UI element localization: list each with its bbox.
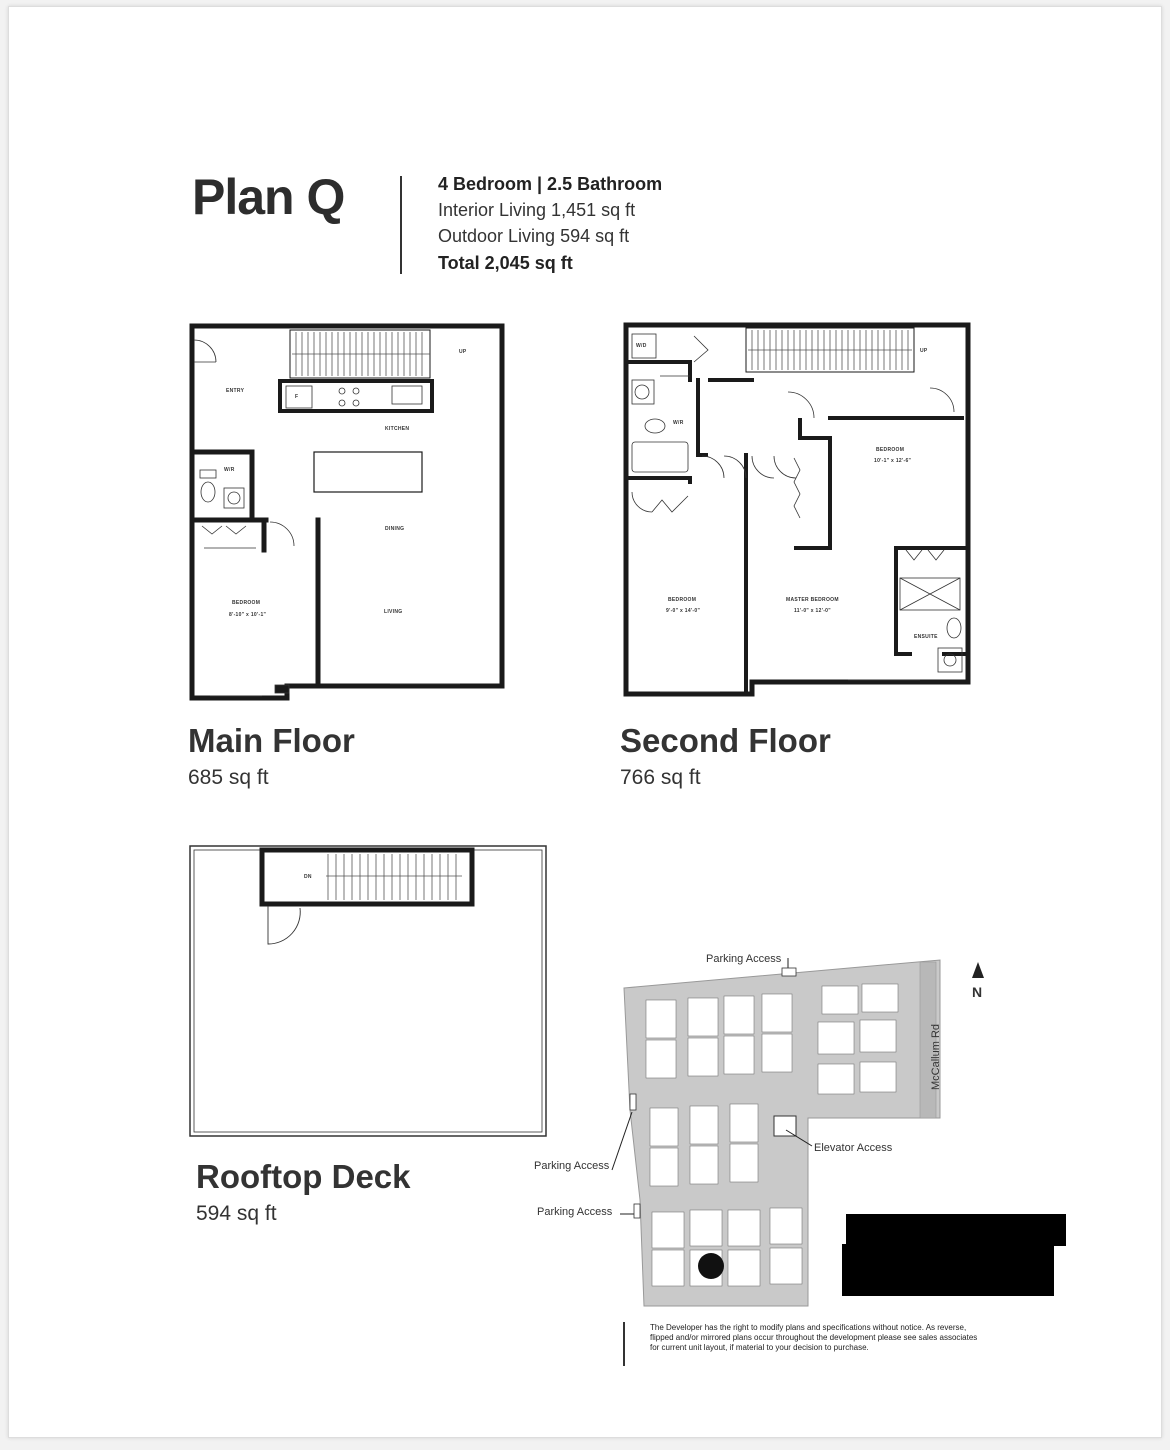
label-main-bedroom: BEDROOM: [232, 600, 261, 606]
label-up-main: UP: [459, 349, 467, 355]
label-main-wr: W/R: [224, 467, 235, 473]
label-second-wr: W/R: [673, 420, 684, 426]
label-kitchen: KITCHEN: [385, 426, 410, 432]
plan-title: Plan Q: [192, 169, 345, 225]
label-parking-access-low: Parking Access: [537, 1206, 613, 1218]
main-floor-area: 685 sq ft: [188, 766, 269, 789]
label-master-bedroom: MASTER BEDROOM: [786, 597, 839, 603]
label-parking-access-top: Parking Access: [706, 953, 782, 965]
label-dn: DN: [304, 874, 312, 880]
label-parking-access-mid: Parking Access: [534, 1160, 610, 1172]
label-road: McCallum Rd: [930, 1023, 942, 1090]
label-bedroom-w: BEDROOM: [668, 597, 697, 603]
total-area: Total 2,045 sq ft: [438, 253, 573, 273]
second-floor-area: 766 sq ft: [620, 766, 701, 789]
disclaimer-divider: [623, 1322, 625, 1366]
label-up-second: UP: [920, 348, 928, 354]
label-master-dim: 11'-0" x 12'-0": [794, 608, 831, 614]
label-entry: ENTRY: [226, 388, 245, 394]
label-main-bedroom-dim: 8'-10" x 10'-1": [229, 612, 267, 618]
label-wd: W/D: [636, 343, 647, 349]
label-bedroom-ne: BEDROOM: [876, 447, 905, 453]
label-dining: DINING: [385, 526, 405, 532]
label-bedroom-w-dim: 9'-0" x 14'-0": [666, 608, 701, 614]
outdoor-living: Outdoor Living 594 sq ft: [438, 226, 630, 246]
header-divider: [400, 176, 402, 274]
second-floor-plan: [620, 318, 975, 703]
redaction-bar-bottom: [842, 1244, 1054, 1296]
rooftop-title: Rooftop Deck: [196, 1158, 411, 1195]
label-bedroom-ne-dim: 10'-1" x 12'-6": [874, 458, 912, 464]
rooftop-area: 594 sq ft: [196, 1202, 277, 1225]
main-floor-plan: [185, 318, 510, 708]
north-indicator: N: [972, 984, 983, 1000]
beds-baths: 4 Bedroom | 2.5 Bathroom: [438, 174, 663, 194]
disclaimer-text: The Developer has the right to modify plans and specifications without notice. As reverse, flipped and/or mirrored plans occur throughout the development please see sales associates for current unit layout, if material to your decision to purchase.: [650, 1323, 978, 1352]
redaction-bar-top: [846, 1214, 1066, 1246]
interior-living: Interior Living 1,451 sq ft: [438, 200, 636, 220]
main-floor-title: Main Floor: [188, 722, 355, 759]
label-fridge: F: [295, 394, 299, 400]
label-ensuite: ENSUITE: [914, 634, 938, 640]
label-living: LIVING: [384, 609, 403, 615]
rooftop-deck-plan: [185, 840, 550, 1142]
label-elevator-access: Elevator Access: [814, 1142, 893, 1154]
second-floor-title: Second Floor: [620, 722, 831, 759]
